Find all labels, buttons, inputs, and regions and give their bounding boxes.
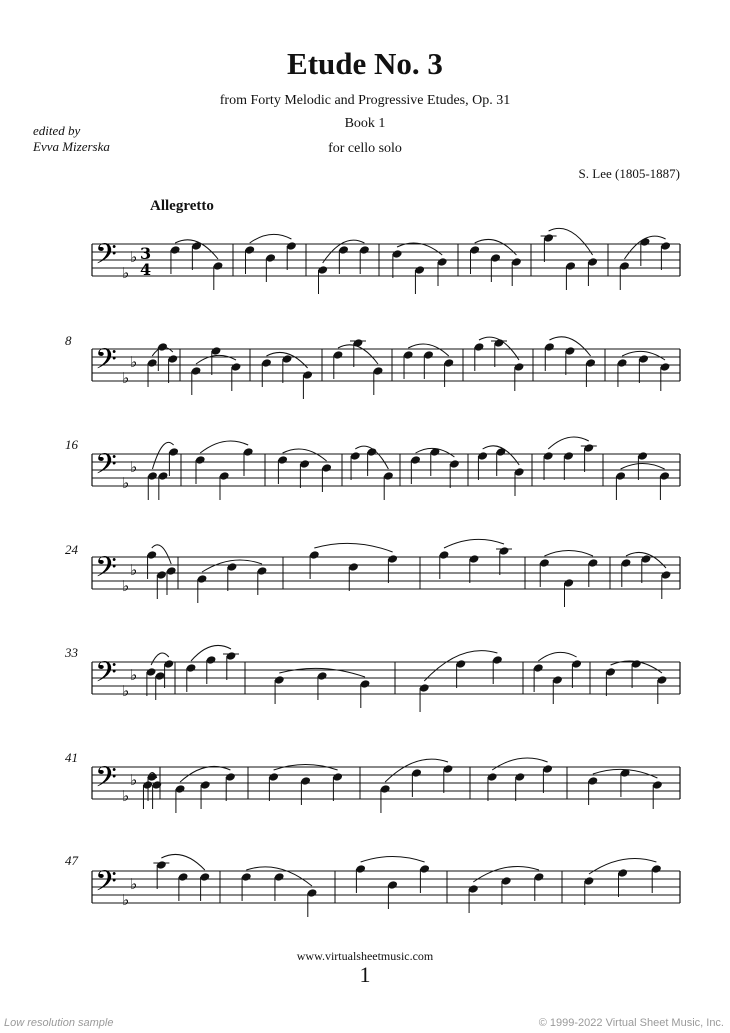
flat-icon: ♭ [130,875,138,893]
staff-system-2 [0,315,730,400]
slur [444,539,504,548]
composer-credit: S. Lee (1805-1887) [578,166,680,181]
sample-watermark: Low resolution sample [4,1017,114,1029]
measure-number-33: 33 [65,645,78,660]
flat-icon: ♭ [130,771,138,789]
slur [338,345,378,364]
staff-system-5 [0,628,730,713]
flat-icon: ♭ [122,891,130,909]
slur [361,857,425,863]
book-label: Book 1 [344,116,386,131]
measure-number-8: 8 [65,333,72,348]
slur [152,442,173,469]
copyright-notice: © 1999-2022 Virtual Sheet Music, Inc. [538,1017,724,1029]
measure-number-47: 47 [65,853,78,868]
slur [548,437,589,449]
bass-clef-icon: 𝄢 [95,551,117,591]
bass-clef-icon: 𝄢 [95,865,117,905]
flat-icon: ♭ [122,577,130,595]
staff-system-6 [0,733,730,818]
subtitle: from Forty Melodic and Progressive Etudes, Op. 31 [219,93,511,108]
bass-clef-icon: 𝄢 [95,238,117,278]
slur [161,854,204,870]
flat-icon: ♭ [130,353,138,371]
staff-lines [92,662,680,694]
tempo-marking: Allegretto [150,198,214,214]
flat-icon: ♭ [122,787,130,805]
slur [283,449,327,461]
slur [544,551,593,557]
editor-label: edited by [33,123,81,138]
measure-number-24: 24 [65,542,78,557]
flat-icon: ♭ [122,474,130,492]
slur [538,652,576,661]
bass-clef-icon: 𝄢 [95,343,117,383]
slur [492,758,547,770]
staff-system-1 [0,210,730,295]
measure-number-16: 16 [65,437,78,452]
slur [200,441,248,453]
editor-name: Evva Mizerska [33,139,110,154]
page-number: 1 [359,962,371,987]
slur [397,243,442,255]
staff-lines [92,454,680,486]
staff-system-3 [0,420,730,505]
flat-icon: ♭ [130,458,138,476]
flat-icon: ♭ [130,666,138,684]
time-signature-icon: 4 [140,260,152,279]
flat-icon: ♭ [122,682,130,700]
slur [180,766,230,782]
slur [475,239,517,255]
slur [250,234,292,243]
slur [621,464,665,470]
bass-clef-icon: 𝄢 [95,448,117,488]
flat-icon: ♭ [122,264,130,282]
flat-icon: ♭ [130,248,138,266]
bass-clef-icon: 𝄢 [95,656,117,696]
staff-system-4 [0,523,730,608]
flat-icon: ♭ [122,369,130,387]
website-footer[interactable]: www.virtualsheetmusic.com [296,949,434,963]
measure-number-41: 41 [65,750,78,765]
time-signature-icon: 3 [140,244,152,263]
slur [314,543,392,552]
flat-icon: ♭ [130,561,138,579]
instrument-label: for cello solo [328,141,402,156]
bass-clef-icon: 𝄢 [95,761,117,801]
piece-title: Etude No. 3 [287,46,443,81]
slur [549,228,593,255]
staff-system-7 [0,837,730,922]
